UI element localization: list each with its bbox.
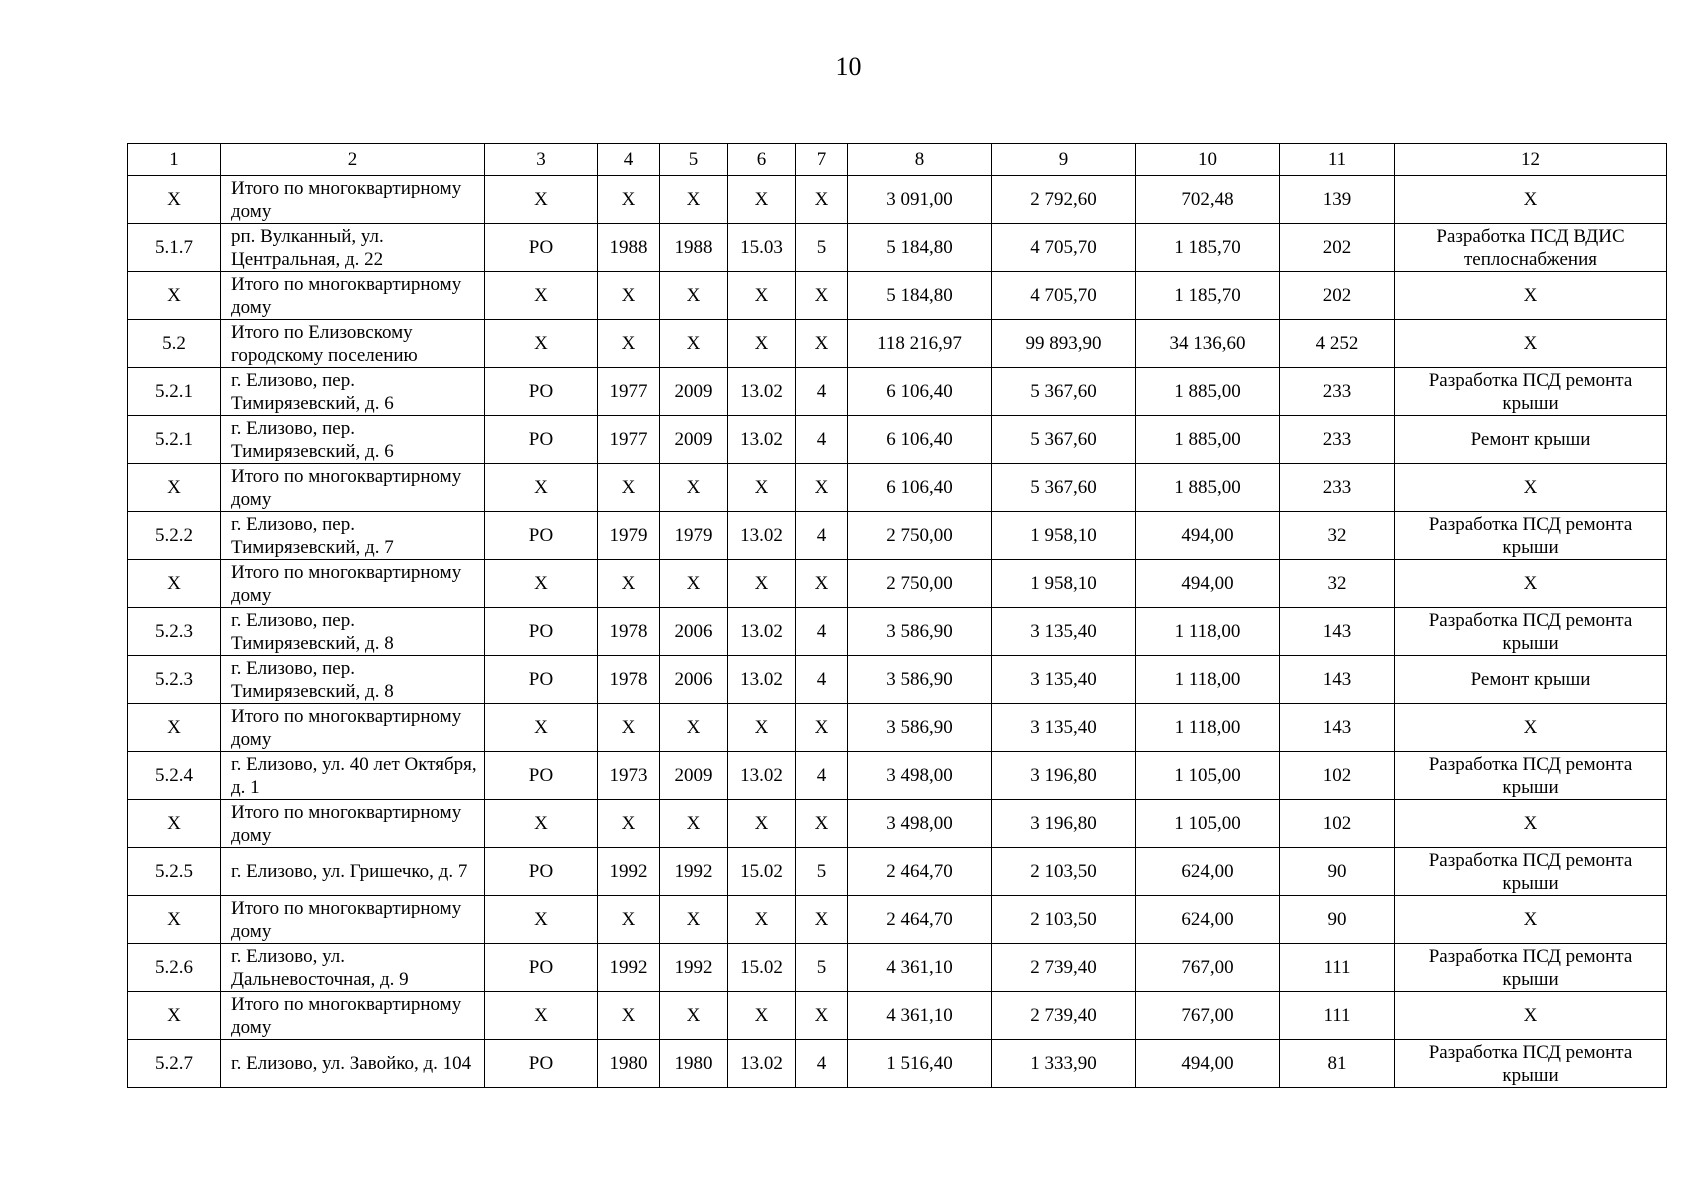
owner-type-cell: Х (485, 320, 598, 368)
work-type-cell: Разработка ПСД ВДИС теплоснабжения (1395, 224, 1667, 272)
living-area-cell: 2 103,50 (992, 896, 1136, 944)
residents-cell: 32 (1280, 560, 1395, 608)
col-6-header: 6 (728, 144, 796, 176)
amount-cell: 494,00 (1136, 512, 1280, 560)
address-cell: г. Елизово, пер. Тимирязевский, д. 8 (221, 656, 485, 704)
row-number-cell: Х (128, 992, 221, 1040)
address-cell: Итого по многоквартирному дому (221, 992, 485, 1040)
living-area-cell: 3 196,80 (992, 800, 1136, 848)
floors-cell: 4 (796, 368, 848, 416)
amount-cell: 1 118,00 (1136, 704, 1280, 752)
floors-cell: Х (796, 800, 848, 848)
work-type-cell: Ремонт крыши (1395, 416, 1667, 464)
floors-cell: Х (796, 272, 848, 320)
col-3-header: 3 (485, 144, 598, 176)
table-row (128, 752, 1667, 800)
address-cell: г. Елизово, пер. Тимирязевский, д. 6 (221, 368, 485, 416)
residents-cell: 202 (1280, 272, 1395, 320)
work-type-cell: Разработка ПСД ремонта крыши (1395, 1040, 1667, 1088)
living-area-cell: 3 135,40 (992, 608, 1136, 656)
address-cell: г. Елизово, пер. Тимирязевский, д. 8 (221, 608, 485, 656)
page-number: 10 (835, 52, 862, 81)
year-built-cell: 1977 (598, 416, 660, 464)
living-area-cell: 3 196,80 (992, 752, 1136, 800)
table-row (128, 272, 1667, 320)
year-built-cell: 1979 (598, 512, 660, 560)
work-type-cell: Х (1395, 992, 1667, 1040)
living-area-cell: 2 103,50 (992, 848, 1136, 896)
address-cell: Итого по многоквартирному дому (221, 896, 485, 944)
row-number-cell: Х (128, 896, 221, 944)
living-area-cell: 3 135,40 (992, 656, 1136, 704)
work-type-cell: Х (1395, 272, 1667, 320)
work-type-cell: Разработка ПСД ремонта крыши (1395, 368, 1667, 416)
row-number-cell: 5.2.5 (128, 848, 221, 896)
amount-cell: 767,00 (1136, 992, 1280, 1040)
year-built-cell: Х (598, 176, 660, 224)
year-built-cell: Х (598, 560, 660, 608)
work-type-cell: Разработка ПСД ремонта крыши (1395, 608, 1667, 656)
amount-cell: 1 885,00 (1136, 368, 1280, 416)
living-area-cell: 5 367,60 (992, 368, 1136, 416)
year-built-cell: 1992 (598, 944, 660, 992)
year-built-cell: Х (598, 800, 660, 848)
material-code-cell: Х (728, 560, 796, 608)
address-cell: г. Елизово, пер. Тимирязевский, д. 7 (221, 512, 485, 560)
owner-type-cell: Х (485, 992, 598, 1040)
year-renovated-cell: 1980 (660, 1040, 728, 1088)
material-code-cell: Х (728, 896, 796, 944)
total-area-cell: 2 750,00 (848, 560, 992, 608)
row-number-cell: 5.2.2 (128, 512, 221, 560)
total-area-cell: 5 184,80 (848, 224, 992, 272)
owner-type-cell: Х (485, 800, 598, 848)
work-type-cell: Разработка ПСД ремонта крыши (1395, 512, 1667, 560)
year-built-cell: 1977 (598, 368, 660, 416)
address-cell: Итого по многоквартирному дому (221, 800, 485, 848)
living-area-cell: 2 739,40 (992, 992, 1136, 1040)
year-renovated-cell: 2006 (660, 608, 728, 656)
total-area-cell: 6 106,40 (848, 368, 992, 416)
address-cell: Итого по Елизовскому городскому поселению (221, 320, 485, 368)
material-code-cell: 13.02 (728, 656, 796, 704)
residents-cell: 102 (1280, 752, 1395, 800)
total-area-cell: 3 498,00 (848, 752, 992, 800)
floors-cell: 4 (796, 656, 848, 704)
year-renovated-cell: 1988 (660, 224, 728, 272)
material-code-cell: 13.02 (728, 512, 796, 560)
material-code-cell: Х (728, 320, 796, 368)
amount-cell: 767,00 (1136, 944, 1280, 992)
row-number-cell: 5.2 (128, 320, 221, 368)
row-number-cell: 5.1.7 (128, 224, 221, 272)
owner-type-cell: РО (485, 1040, 598, 1088)
residents-cell: 32 (1280, 512, 1395, 560)
owner-type-cell: Х (485, 176, 598, 224)
floors-cell: 4 (796, 1040, 848, 1088)
total-area-cell: 3 586,90 (848, 608, 992, 656)
year-built-cell: Х (598, 896, 660, 944)
residents-cell: 233 (1280, 368, 1395, 416)
address-cell: г. Елизово, ул. Завойко, д. 104 (221, 1040, 485, 1088)
floors-cell: Х (796, 992, 848, 1040)
year-renovated-cell: 1992 (660, 848, 728, 896)
residents-cell: 143 (1280, 704, 1395, 752)
owner-type-cell: Х (485, 272, 598, 320)
year-renovated-cell: Х (660, 896, 728, 944)
floors-cell: 4 (796, 608, 848, 656)
address-cell: Итого по многоквартирному дому (221, 560, 485, 608)
col-8-header: 8 (848, 144, 992, 176)
row-number-cell: 5.2.4 (128, 752, 221, 800)
year-built-cell: 1978 (598, 656, 660, 704)
col-1-header: 1 (128, 144, 221, 176)
work-type-cell: Х (1395, 464, 1667, 512)
material-code-cell: Х (728, 992, 796, 1040)
table-row (128, 896, 1667, 944)
year-built-cell: 1978 (598, 608, 660, 656)
total-area-cell: 3 498,00 (848, 800, 992, 848)
table-row (128, 656, 1667, 704)
residents-cell: 143 (1280, 656, 1395, 704)
floors-cell: Х (796, 560, 848, 608)
total-area-cell: 6 106,40 (848, 416, 992, 464)
material-code-cell: Х (728, 176, 796, 224)
table-row (128, 944, 1667, 992)
owner-type-cell: РО (485, 512, 598, 560)
work-type-cell: Х (1395, 896, 1667, 944)
col-12-header: 12 (1395, 144, 1667, 176)
floors-cell: Х (796, 896, 848, 944)
floors-cell: Х (796, 176, 848, 224)
living-area-cell: 99 893,90 (992, 320, 1136, 368)
year-built-cell: Х (598, 464, 660, 512)
year-renovated-cell: 2009 (660, 752, 728, 800)
table-row (128, 800, 1667, 848)
year-renovated-cell: 2006 (660, 656, 728, 704)
amount-cell: 494,00 (1136, 1040, 1280, 1088)
col-9-header: 9 (992, 144, 1136, 176)
address-cell: г. Елизово, ул. Дальневосточная, д. 9 (221, 944, 485, 992)
total-area-cell: 4 361,10 (848, 992, 992, 1040)
owner-type-cell: Х (485, 704, 598, 752)
residents-cell: 139 (1280, 176, 1395, 224)
owner-type-cell: Х (485, 896, 598, 944)
work-type-cell: Х (1395, 800, 1667, 848)
living-area-cell: 4 705,70 (992, 272, 1136, 320)
data-table (127, 143, 1667, 1088)
year-built-cell: 1980 (598, 1040, 660, 1088)
work-type-cell: Разработка ПСД ремонта крыши (1395, 944, 1667, 992)
table-row (128, 608, 1667, 656)
total-area-cell: 3 586,90 (848, 656, 992, 704)
residents-cell: 202 (1280, 224, 1395, 272)
amount-cell: 1 105,00 (1136, 800, 1280, 848)
residents-cell: 233 (1280, 416, 1395, 464)
work-type-cell: Разработка ПСД ремонта крыши (1395, 848, 1667, 896)
row-number-cell: Х (128, 800, 221, 848)
residents-cell: 233 (1280, 464, 1395, 512)
address-cell: г. Елизово, пер. Тимирязевский, д. 6 (221, 416, 485, 464)
floors-cell: 4 (796, 752, 848, 800)
material-code-cell: Х (728, 800, 796, 848)
floors-cell: 5 (796, 848, 848, 896)
owner-type-cell: РО (485, 416, 598, 464)
row-number-cell: Х (128, 704, 221, 752)
year-renovated-cell: 2009 (660, 416, 728, 464)
col-11-header: 11 (1280, 144, 1395, 176)
year-built-cell: Х (598, 704, 660, 752)
owner-type-cell: РО (485, 656, 598, 704)
owner-type-cell: Х (485, 560, 598, 608)
material-code-cell: 13.02 (728, 608, 796, 656)
amount-cell: 1 885,00 (1136, 416, 1280, 464)
living-area-cell: 5 367,60 (992, 464, 1136, 512)
amount-cell: 624,00 (1136, 896, 1280, 944)
table-row (128, 368, 1667, 416)
amount-cell: 34 136,60 (1136, 320, 1280, 368)
table-row (128, 560, 1667, 608)
floors-cell: 4 (796, 416, 848, 464)
year-renovated-cell: 2009 (660, 368, 728, 416)
amount-cell: 1 185,70 (1136, 272, 1280, 320)
residents-cell: 143 (1280, 608, 1395, 656)
row-number-cell: 5.2.3 (128, 608, 221, 656)
col-7-header: 7 (796, 144, 848, 176)
living-area-cell: 4 705,70 (992, 224, 1136, 272)
living-area-cell: 1 333,90 (992, 1040, 1136, 1088)
year-built-cell: 1988 (598, 224, 660, 272)
year-renovated-cell: 1979 (660, 512, 728, 560)
material-code-cell: 13.02 (728, 368, 796, 416)
residents-cell: 111 (1280, 992, 1395, 1040)
living-area-cell: 5 367,60 (992, 416, 1136, 464)
residents-cell: 90 (1280, 896, 1395, 944)
total-area-cell: 3 091,00 (848, 176, 992, 224)
total-area-cell: 2 750,00 (848, 512, 992, 560)
material-code-cell: 15.02 (728, 944, 796, 992)
row-number-cell: 5.2.1 (128, 368, 221, 416)
year-renovated-cell: Х (660, 560, 728, 608)
table-row (128, 464, 1667, 512)
row-number-cell: 5.2.7 (128, 1040, 221, 1088)
living-area-cell: 3 135,40 (992, 704, 1136, 752)
year-renovated-cell: Х (660, 992, 728, 1040)
material-code-cell: 13.02 (728, 1040, 796, 1088)
year-built-cell: 1992 (598, 848, 660, 896)
row-number-cell: Х (128, 176, 221, 224)
row-number-cell: Х (128, 560, 221, 608)
floors-cell: 4 (796, 512, 848, 560)
address-cell: г. Елизово, ул. 40 лет Октября, д. 1 (221, 752, 485, 800)
living-area-cell: 1 958,10 (992, 512, 1136, 560)
year-renovated-cell: Х (660, 320, 728, 368)
floors-cell: Х (796, 320, 848, 368)
row-number-cell: 5.2.1 (128, 416, 221, 464)
owner-type-cell: Х (485, 464, 598, 512)
total-area-cell: 5 184,80 (848, 272, 992, 320)
floors-cell: Х (796, 704, 848, 752)
total-area-cell: 2 464,70 (848, 896, 992, 944)
amount-cell: 1 185,70 (1136, 224, 1280, 272)
residents-cell: 111 (1280, 944, 1395, 992)
material-code-cell: 15.02 (728, 848, 796, 896)
residents-cell: 4 252 (1280, 320, 1395, 368)
total-area-cell: 1 516,40 (848, 1040, 992, 1088)
year-renovated-cell: Х (660, 272, 728, 320)
work-type-cell: Х (1395, 560, 1667, 608)
year-built-cell: 1973 (598, 752, 660, 800)
floors-cell: Х (796, 464, 848, 512)
col-5-header: 5 (660, 144, 728, 176)
address-cell: рп. Вулканный, ул. Центральная, д. 22 (221, 224, 485, 272)
amount-cell: 494,00 (1136, 560, 1280, 608)
table-body (128, 144, 1667, 1088)
address-cell: Итого по многоквартирному дому (221, 464, 485, 512)
table-row (128, 704, 1667, 752)
owner-type-cell: РО (485, 848, 598, 896)
col-2-header: 2 (221, 144, 485, 176)
owner-type-cell: РО (485, 224, 598, 272)
residents-cell: 81 (1280, 1040, 1395, 1088)
work-type-cell: Х (1395, 176, 1667, 224)
work-type-cell: Разработка ПСД ремонта крыши (1395, 752, 1667, 800)
living-area-cell: 1 958,10 (992, 560, 1136, 608)
material-code-cell: 13.02 (728, 752, 796, 800)
total-area-cell: 6 106,40 (848, 464, 992, 512)
material-code-cell: Х (728, 272, 796, 320)
amount-cell: 1 885,00 (1136, 464, 1280, 512)
year-renovated-cell: Х (660, 704, 728, 752)
row-number-cell: Х (128, 272, 221, 320)
amount-cell: 1 105,00 (1136, 752, 1280, 800)
year-built-cell: Х (598, 272, 660, 320)
material-code-cell: 15.03 (728, 224, 796, 272)
table-row (128, 1040, 1667, 1088)
year-renovated-cell: 1992 (660, 944, 728, 992)
year-renovated-cell: Х (660, 800, 728, 848)
table-row (128, 320, 1667, 368)
living-area-cell: 2 792,60 (992, 176, 1136, 224)
material-code-cell: Х (728, 464, 796, 512)
total-area-cell: 3 586,90 (848, 704, 992, 752)
address-cell: Итого по многоквартирному дому (221, 704, 485, 752)
table-row (128, 176, 1667, 224)
year-renovated-cell: Х (660, 176, 728, 224)
residents-cell: 90 (1280, 848, 1395, 896)
material-code-cell: Х (728, 704, 796, 752)
row-number-cell: Х (128, 464, 221, 512)
table-row (128, 848, 1667, 896)
address-cell: г. Елизово, ул. Гришечко, д. 7 (221, 848, 485, 896)
table-header-row (128, 144, 1667, 176)
amount-cell: 624,00 (1136, 848, 1280, 896)
total-area-cell: 4 361,10 (848, 944, 992, 992)
row-number-cell: 5.2.3 (128, 656, 221, 704)
row-number-cell: 5.2.6 (128, 944, 221, 992)
floors-cell: 5 (796, 224, 848, 272)
table-row (128, 416, 1667, 464)
col-4-header: 4 (598, 144, 660, 176)
living-area-cell: 2 739,40 (992, 944, 1136, 992)
year-built-cell: Х (598, 320, 660, 368)
year-renovated-cell: Х (660, 464, 728, 512)
table-row (128, 512, 1667, 560)
work-type-cell: Х (1395, 320, 1667, 368)
work-type-cell: Ремонт крыши (1395, 656, 1667, 704)
col-10-header: 10 (1136, 144, 1280, 176)
material-code-cell: 13.02 (728, 416, 796, 464)
work-type-cell: Х (1395, 704, 1667, 752)
amount-cell: 1 118,00 (1136, 656, 1280, 704)
table-row (128, 992, 1667, 1040)
address-cell: Итого по многоквартирному дому (221, 176, 485, 224)
owner-type-cell: РО (485, 944, 598, 992)
owner-type-cell: РО (485, 752, 598, 800)
address-cell: Итого по многоквартирному дому (221, 272, 485, 320)
table-row (128, 224, 1667, 272)
total-area-cell: 118 216,97 (848, 320, 992, 368)
residents-cell: 102 (1280, 800, 1395, 848)
owner-type-cell: РО (485, 608, 598, 656)
year-built-cell: Х (598, 992, 660, 1040)
total-area-cell: 2 464,70 (848, 848, 992, 896)
amount-cell: 1 118,00 (1136, 608, 1280, 656)
owner-type-cell: РО (485, 368, 598, 416)
amount-cell: 702,48 (1136, 176, 1280, 224)
floors-cell: 5 (796, 944, 848, 992)
